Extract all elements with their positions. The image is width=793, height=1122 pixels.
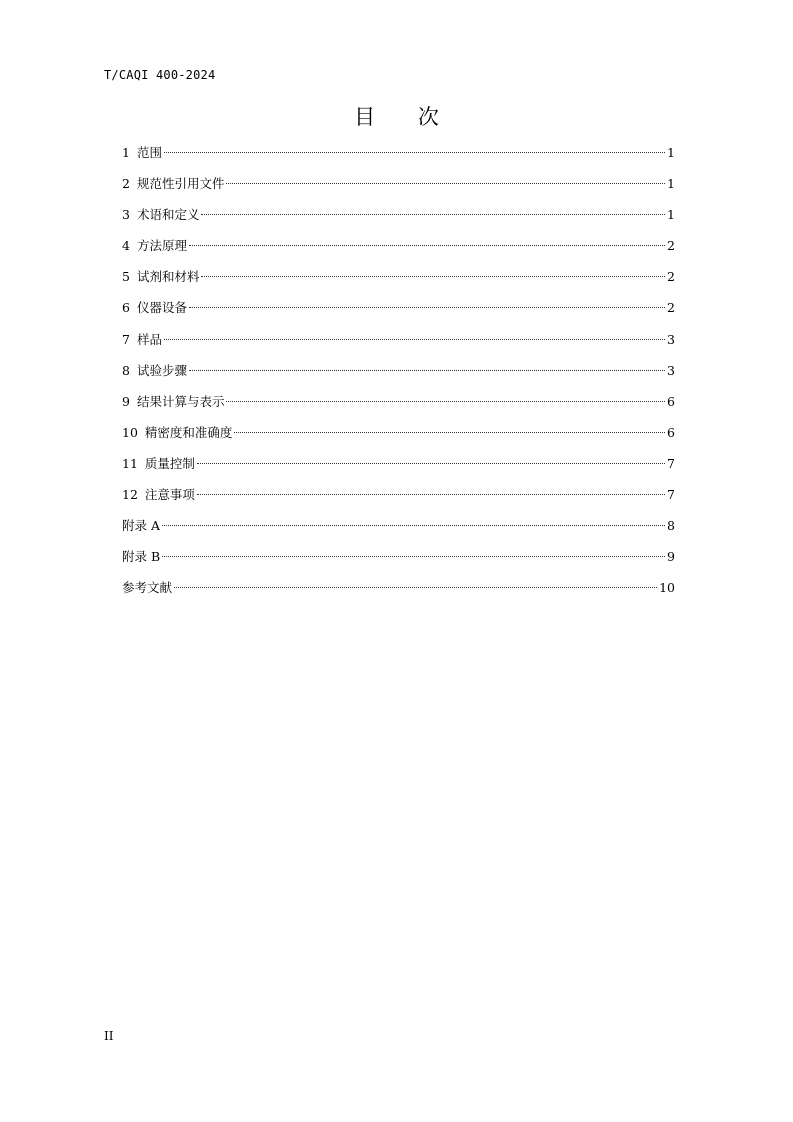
toc-entry-page: 9 <box>667 549 675 565</box>
toc-dot-leader <box>226 401 665 402</box>
toc-dot-leader <box>162 525 665 526</box>
toc-entry-label <box>122 204 199 226</box>
toc-entry-number: 2 <box>122 176 130 192</box>
toc-entry-text: 质量控制 <box>144 455 195 471</box>
toc-entry-terms-definitions[interactable] <box>122 204 675 235</box>
toc-entry-text: 注意事项 <box>144 487 195 503</box>
toc-entry-label <box>122 142 162 164</box>
toc-entry-page: 2 <box>667 300 675 316</box>
toc-entry-number: 6 <box>122 300 130 316</box>
toc-entry-label <box>122 484 195 506</box>
toc-entry-page: 8 <box>667 518 675 534</box>
toc-entry-text: 规范性引用文件 <box>136 176 225 192</box>
toc-entry-page: 6 <box>667 393 675 409</box>
toc-dot-leader <box>226 183 665 184</box>
toc-entry-precautions[interactable] <box>122 484 675 515</box>
toc-entry-label <box>122 515 160 537</box>
toc-entry-page: 2 <box>667 238 675 254</box>
toc-entry-number: 5 <box>122 269 130 285</box>
toc-entry-number: 10 <box>122 424 138 440</box>
toc-dot-leader <box>197 463 665 464</box>
toc-entry-label <box>122 235 187 257</box>
toc-entry-text: 范围 <box>136 145 162 160</box>
table-of-contents <box>122 142 675 608</box>
toc-title: 目 次 <box>354 105 457 129</box>
toc-entry-page: 1 <box>667 207 675 223</box>
toc-entry-text: 试剂和材料 <box>136 269 200 285</box>
toc-entry-label <box>122 173 224 195</box>
toc-entry-appendix-b[interactable] <box>122 546 675 577</box>
toc-entry-label <box>122 360 187 382</box>
toc-entry-page: 6 <box>667 424 675 440</box>
toc-entry-quality-control[interactable] <box>122 453 675 484</box>
toc-entry-text: 附录 A <box>122 518 161 534</box>
toc-entry-bibliography[interactable] <box>122 577 675 608</box>
document-code: T/CAQI 400-2024 <box>104 68 216 82</box>
toc-entry-text: 参考文献 <box>122 580 173 596</box>
toc-entry-page: 2 <box>667 269 675 285</box>
toc-entry-text: 结果计算与表示 <box>136 393 225 409</box>
toc-entry-text: 试验步骤 <box>136 362 187 378</box>
toc-entry-label <box>122 391 224 413</box>
toc-entry-label <box>122 266 199 288</box>
toc-entry-text: 样品 <box>136 331 162 347</box>
toc-entry-text: 方法原理 <box>136 238 187 254</box>
toc-entry-label <box>122 577 172 599</box>
toc-entry-page: 10 <box>659 580 675 596</box>
toc-entry-text: 附录 B <box>122 549 161 565</box>
toc-entry-text: 术语和定义 <box>136 207 200 223</box>
toc-entry-label <box>122 453 195 475</box>
toc-entry-page: 3 <box>667 331 675 347</box>
toc-entry-appendix-a[interactable] <box>122 515 675 546</box>
toc-entry-scope[interactable] <box>122 142 675 173</box>
toc-entry-number: 9 <box>122 393 130 409</box>
toc-entry-number: 4 <box>122 238 130 254</box>
toc-entry-text: 精密度和准确度 <box>144 424 233 440</box>
toc-entry-page: 3 <box>667 362 675 378</box>
toc-entry-text: 仪器设备 <box>136 300 187 316</box>
toc-dot-leader <box>164 339 665 340</box>
toc-dot-leader <box>164 152 665 153</box>
toc-entry-page: 7 <box>667 487 675 503</box>
toc-dot-leader <box>201 214 665 215</box>
toc-dot-leader <box>234 432 665 433</box>
toc-entry-label <box>122 297 187 319</box>
page-number: II <box>104 1029 114 1043</box>
toc-entry-number: 7 <box>122 331 130 347</box>
toc-entry-samples[interactable] <box>122 329 675 360</box>
toc-dot-leader <box>189 307 665 308</box>
toc-dot-leader <box>174 587 657 588</box>
toc-entry-page: 7 <box>667 455 675 471</box>
toc-entry-precision-accuracy[interactable] <box>122 422 675 453</box>
toc-dot-leader <box>189 245 665 246</box>
toc-entry-number: 8 <box>122 362 130 378</box>
toc-entry-reagents-materials[interactable] <box>122 266 675 297</box>
toc-dot-leader <box>201 276 665 277</box>
toc-entry-number: 11 <box>122 455 138 471</box>
toc-entry-label <box>122 546 160 568</box>
toc-entry-normative-references[interactable] <box>122 173 675 204</box>
toc-entry-label <box>122 329 162 351</box>
toc-entry-result-calculation[interactable] <box>122 391 675 422</box>
toc-entry-apparatus[interactable] <box>122 297 675 328</box>
toc-dot-leader <box>189 370 665 371</box>
toc-dot-leader <box>197 494 665 495</box>
toc-entry-page: 1 <box>667 176 675 192</box>
toc-entry-page: 1 <box>667 145 675 160</box>
toc-entry-number: 3 <box>122 207 130 223</box>
toc-entry-number: 1 <box>122 145 130 160</box>
toc-entry-test-procedure[interactable] <box>122 360 675 391</box>
toc-entry-number: 12 <box>122 487 138 503</box>
toc-entry-method-principle[interactable] <box>122 235 675 266</box>
toc-entry-label <box>122 422 232 444</box>
toc-dot-leader <box>162 556 665 557</box>
